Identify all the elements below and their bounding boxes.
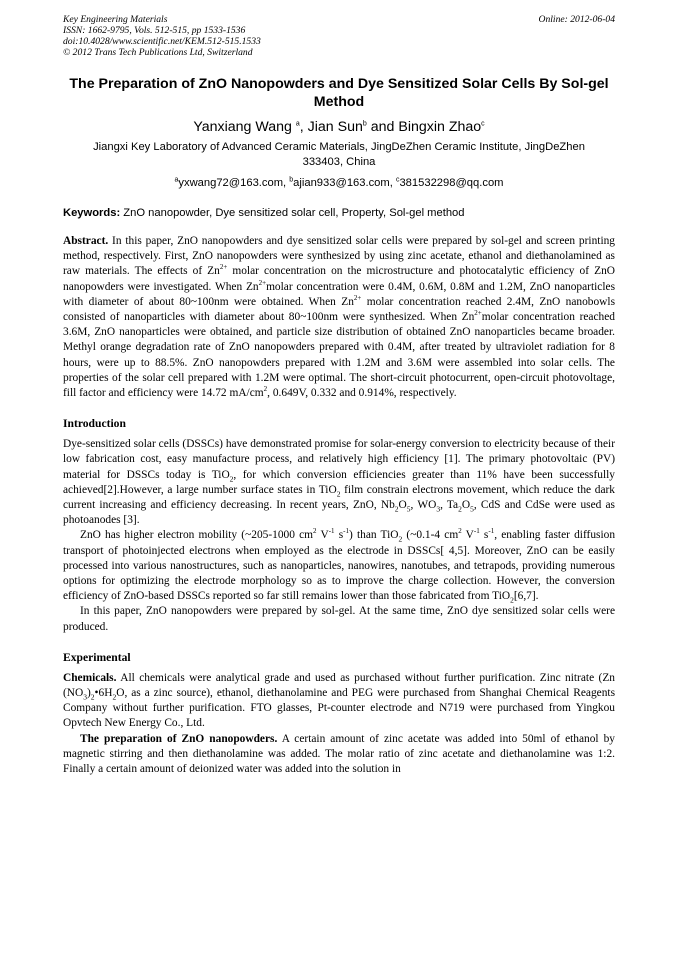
intro-paragraph-1 xyxy=(63,437,615,528)
author-1: Yanxiang Wang xyxy=(193,119,292,135)
author-2-sup: b xyxy=(362,120,367,128)
keywords-label: Keywords: xyxy=(63,207,121,219)
intro-paragraph-3: In this paper, ZnO nanopowders were prepared by sol-gel. At the same time, ZnO dye sensitized solar cells were produced. xyxy=(63,605,615,633)
email-2-sup: b xyxy=(289,176,294,184)
experimental-text: All chemicals were analytical grade and used as purchased without further purification. Zinc nitrate (Zn (NO xyxy=(63,671,615,700)
author-2: , Jian Sun xyxy=(299,119,363,135)
intro-text: , enabling faster diffusion transport of photoinjected electrons when employed as the electrode in DSSCs[ 4,5]. Moreover, ZnO can be easily processed into various nanostructures, such as nanoparticles, nanowires, nanotubes, and tetrapods, providing numerous options for optimizing the electrode morphology so as to improve the charge collection. However, the conversion efficiency of ZnO-based DSSCs reported so far still remains lower than those fabricated from TiO xyxy=(63,529,616,603)
journal-name: Key Engineering Materials xyxy=(63,14,168,25)
superscript-2plus-4: 2+ xyxy=(474,309,482,318)
subscript: 2 xyxy=(336,489,341,499)
introduction-section xyxy=(63,437,615,635)
affiliation-line-1: Jiangxi Key Laboratory of Advanced Ceramic Materials, JingDeZhen Ceramic Institute, JingDeZhen xyxy=(93,141,585,153)
abstract-text-4: molar concentration reached 2.4M, ZnO nanobowls consisted of nanoparticles with diameter about 80~100nm were synthesized. When Zn xyxy=(63,295,615,324)
intro-text: V xyxy=(316,529,329,542)
email-2: ajian933@163.com, xyxy=(293,177,396,189)
subscript: 3 xyxy=(436,504,441,514)
preparation-label: The preparation of ZnO nanopowders. xyxy=(80,732,278,745)
experimental-section xyxy=(63,671,615,777)
email-3: 381532298@qq.com xyxy=(399,177,504,189)
subscript: 5 xyxy=(406,504,411,514)
superscript: 2 xyxy=(313,527,317,536)
superscript: -1 xyxy=(328,527,335,536)
copyright-line: © 2012 Trans Tech Publications Ltd, Switzerland xyxy=(63,47,253,58)
email-1: yxwang72@163.com, xyxy=(178,177,290,189)
subscript: 2 xyxy=(510,595,514,605)
intro-text: film constrain electrons movement, which reduce the dark current increasing and efficiency decreasing. In recent years, ZnO, Nb xyxy=(63,483,616,512)
journal-header xyxy=(63,14,615,58)
intro-text: O xyxy=(398,499,407,512)
intro-text: s xyxy=(479,529,489,542)
subscript: 2 xyxy=(229,473,234,483)
chemicals-label: Chemicals. xyxy=(63,671,117,684)
intro-text: , for which conversion efficiencies greater than 11% have been successfully achieved[2].However, a large number surface states in TiO xyxy=(63,468,616,496)
subscript: 2 xyxy=(394,504,399,514)
superscript-2plus-1: 2+ xyxy=(219,263,228,272)
superscript-2: 2 xyxy=(263,385,268,394)
experimental-text: O, as a zinc source), ethanol, diethanolamine and PEG were purchased from Shanghai Chemical Reagents Company without further purification. FTO glasses, Pt-counter electrode and N719 were purchased from Yingkou Opvtech New Energy Co., Ltd. xyxy=(63,687,615,730)
abstract-text-3: molar concentration were 0.4M, 0.6M, 0.8M and 1.2M, ZnO nanoparticles with diameter of about 80~100nm were obtained. When Zn xyxy=(63,280,616,308)
intro-text: V xyxy=(461,529,474,542)
superscript: 2 xyxy=(458,527,462,536)
intro-text: , Ta xyxy=(440,499,459,512)
abstract-text-5: molar concentration reached 3.6M, ZnO nanoparticles were obtained, and particle size distribution of obtained ZnO nanoparticles became broader. Methyl orange degradation rate of ZnO nanopowders prepared with 0.4M, after treated by ultraviolet radiation for 8 hours, were up to 88.5%. ZnO nanopowders prepared with 1.2M and 3.6M were assembled into solar cells. The properties of the solar cell prepared with 1.2M were optimal. The short-circuit photocurrent, open-circuit photovoltage, fill factor and efficiency were 14.72 mA/cm xyxy=(63,311,615,400)
email-list xyxy=(63,176,615,190)
keywords-text: ZnO nanopowder, Dye sensitized solar cell, Property, Sol-gel method xyxy=(120,207,465,219)
experimental-text: ) xyxy=(87,687,91,700)
author-1-sup: a xyxy=(295,120,300,128)
intro-text: (~0.1-4 cm xyxy=(402,529,459,542)
intro-text: ZnO has higher electron mobility (~205-1000 cm xyxy=(80,529,314,542)
abstract-text-2: molar concentration on the microstructure and photocatalytic efficiency of ZnO nanopowders were investigated. When Zn xyxy=(63,265,615,293)
superscript-2plus-2: 2+ xyxy=(258,278,267,287)
introduction-heading: Introduction xyxy=(63,417,126,431)
preparation-paragraph xyxy=(63,732,615,778)
doi-line: doi:10.4028/www.scientific.net/KEM.512-515.1533 xyxy=(63,36,261,47)
subscript: 2 xyxy=(458,504,462,514)
subscript: 2 xyxy=(112,692,117,702)
superscript: -1 xyxy=(473,527,480,536)
author-list xyxy=(63,118,615,136)
author-3: and Bingxin Zhao xyxy=(366,119,482,135)
intro-text: s xyxy=(334,529,344,542)
intro-text: , WO xyxy=(410,499,437,512)
paper-title: The Preparation of ZnO Nanopowders and Dye Sensitized Solar Cells By Sol-gel Method xyxy=(69,76,609,110)
keywords xyxy=(63,206,615,220)
subscript: 5 xyxy=(470,504,474,514)
abstract xyxy=(63,234,615,401)
online-date: Online: 2012-06-04 xyxy=(538,14,615,25)
intro-text: , CdS and CdSe were used as photoanodes [3]. xyxy=(63,499,615,527)
affiliation xyxy=(63,140,615,170)
subscript: 3 xyxy=(83,692,87,702)
email-3-sup: c xyxy=(395,176,400,184)
subscript: 2 xyxy=(90,692,95,702)
chemicals-paragraph xyxy=(63,671,615,732)
issn-line: ISSN: 1662-9795, Vols. 512-515, pp 1533-1536 xyxy=(63,25,246,36)
abstract-text-1: In this paper, ZnO nanopowders and dye sensitized solar cells were prepared by sol-gel and screen printing method, respectively. First, ZnO nanopowders were synthesized by using zinc acetate, ethanol and diethanolamined as raw materials. The effects of Zn xyxy=(63,235,615,278)
superscript: -1 xyxy=(343,527,350,536)
subscript: 2 xyxy=(398,534,403,544)
superscript: -1 xyxy=(488,527,495,536)
author-3-sup: c xyxy=(481,120,485,128)
intro-text: ) than TiO xyxy=(349,529,399,542)
intro-paragraph-2 xyxy=(63,528,615,604)
experimental-text: A certain amount of zinc acetate was added into 50ml of ethanol by magnetic stirring and then diethanolamine was added. The molar ratio of zinc acetate and diethanolamine was 1:2. Finally a certain amount of deionized water was added into the solution in xyxy=(63,732,615,776)
intro-text: Dye-sensitized solar cells (DSSCs) have demonstrated promise for solar-energy conversion to electricity because of their low fabrication cost, easy manufacture process, and relatively high efficiency [1]. The primary photovoltaic (PV) material for DSSCs today is TiO xyxy=(63,438,615,481)
experimental-heading: Experimental xyxy=(63,650,131,664)
abstract-text-6: , 0.649V, 0.332 and 0.914%, respectively. xyxy=(267,387,457,400)
superscript-2plus-3: 2+ xyxy=(353,294,362,303)
experimental-text: •6H xyxy=(94,687,113,700)
email-1-sup: a xyxy=(174,176,179,184)
intro-text: O xyxy=(461,499,471,512)
affiliation-line-2: 333403, China xyxy=(302,156,376,168)
intro-text: [6,7]. xyxy=(513,590,539,603)
abstract-label: Abstract. xyxy=(63,235,109,247)
